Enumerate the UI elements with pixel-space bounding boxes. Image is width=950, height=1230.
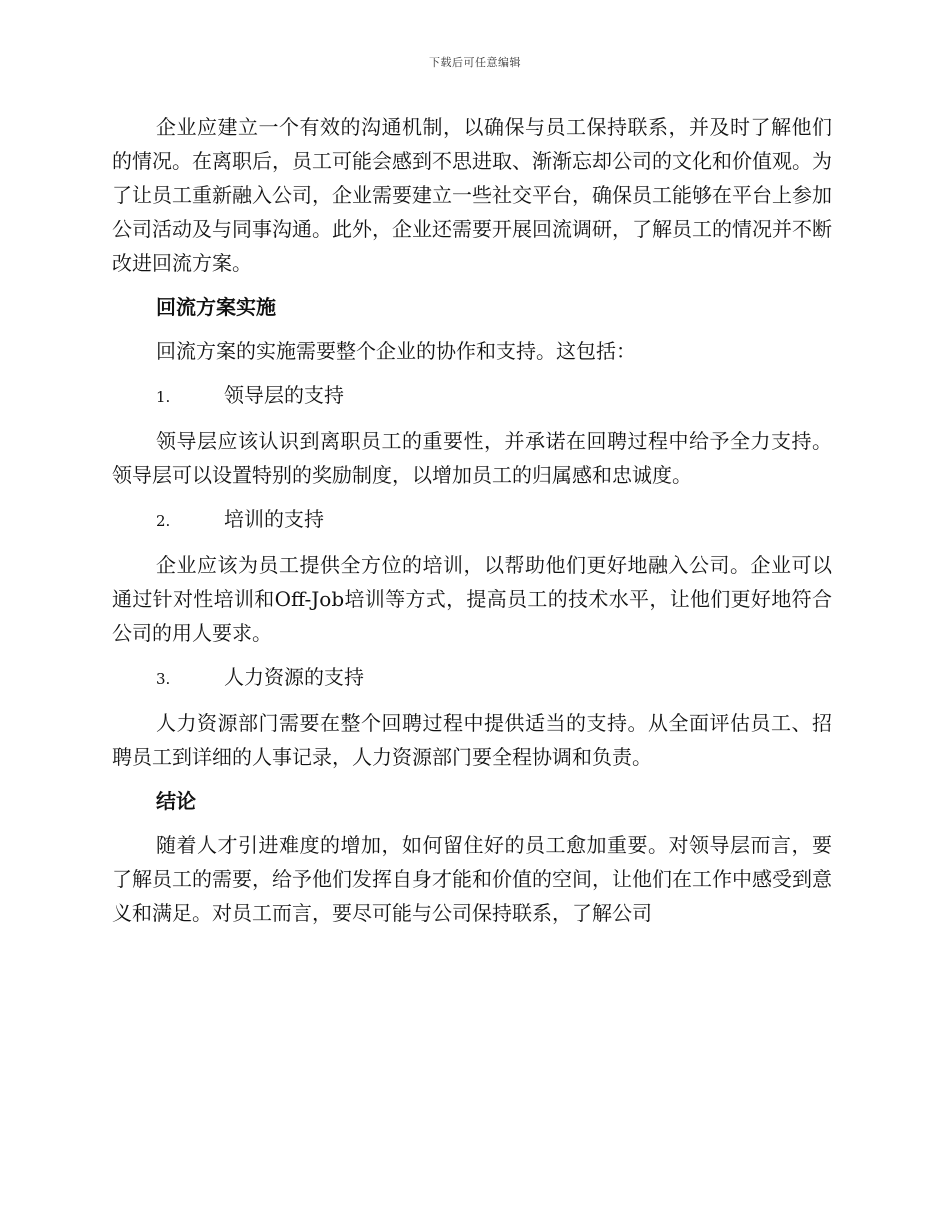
list-number: 1. <box>156 388 171 406</box>
document-body <box>112 110 832 940</box>
paragraph-communication: 企业应建立一个有效的沟通机制，以确保与员工保持联系，并及时了解他们的情况。在离职后，员工可能会感到不思进取、渐渐忘却公司的文化和价值观。为了让员工重新融入公司，企业需要建立一些社交平台，确保员工能够在平台上参加公司活动及与同事沟通。此外，企业还需要开展回流调研，了解员工的情况并不断改进回流方案。 <box>112 115 832 275</box>
page-header: 下载后可任意编辑 <box>429 56 521 69</box>
list-item-leadership <box>112 378 832 414</box>
paragraph-conclusion: 随着人才引进难度的增加，如何留住好的员工愈加重要。对领导层而言，要了解员工的需要，给予他们发挥自身才能和价值的空间，让他们在工作中感受到意义和满足。对员工而言，要尽可能与公司保持联系，了解公司 <box>112 833 832 925</box>
list-item-training <box>112 502 832 538</box>
list-item-hr <box>112 660 832 696</box>
paragraph-training: 企业应该为员工提供全方位的培训，以帮助他们更好地融入公司。企业可以通过针对性培训和Off-Job培训等方式，提高员工的技术水平，让他们更好地符合公司的用人要求。 <box>112 553 832 645</box>
heading-implementation: 回流方案实施 <box>156 295 276 319</box>
paragraph-hr: 人力资源部门需要在整个回聘过程中提供适当的支持。从全面评估员工、招聘员工到详细的人事记录，人力资源部门要全程协调和负责。 <box>112 711 832 769</box>
list-item-title: 培训的支持 <box>224 507 324 531</box>
list-number: 3. <box>156 670 171 688</box>
paragraph-implementation-intro: 回流方案的实施需要整个企业的协作和支持。这包括： <box>156 339 636 363</box>
heading-conclusion: 结论 <box>156 789 196 813</box>
list-item-title: 领导层的支持 <box>224 383 344 407</box>
paragraph-leadership: 领导层应该认识到离职员工的重要性，并承诺在回聘过程中给予全力支持。 领导层可以设置特别的奖励制度，以增加员工的归属感和忠诚度。 <box>112 429 832 487</box>
list-item-title: 人力资源的支持 <box>224 665 364 689</box>
list-number: 2. <box>156 512 171 530</box>
